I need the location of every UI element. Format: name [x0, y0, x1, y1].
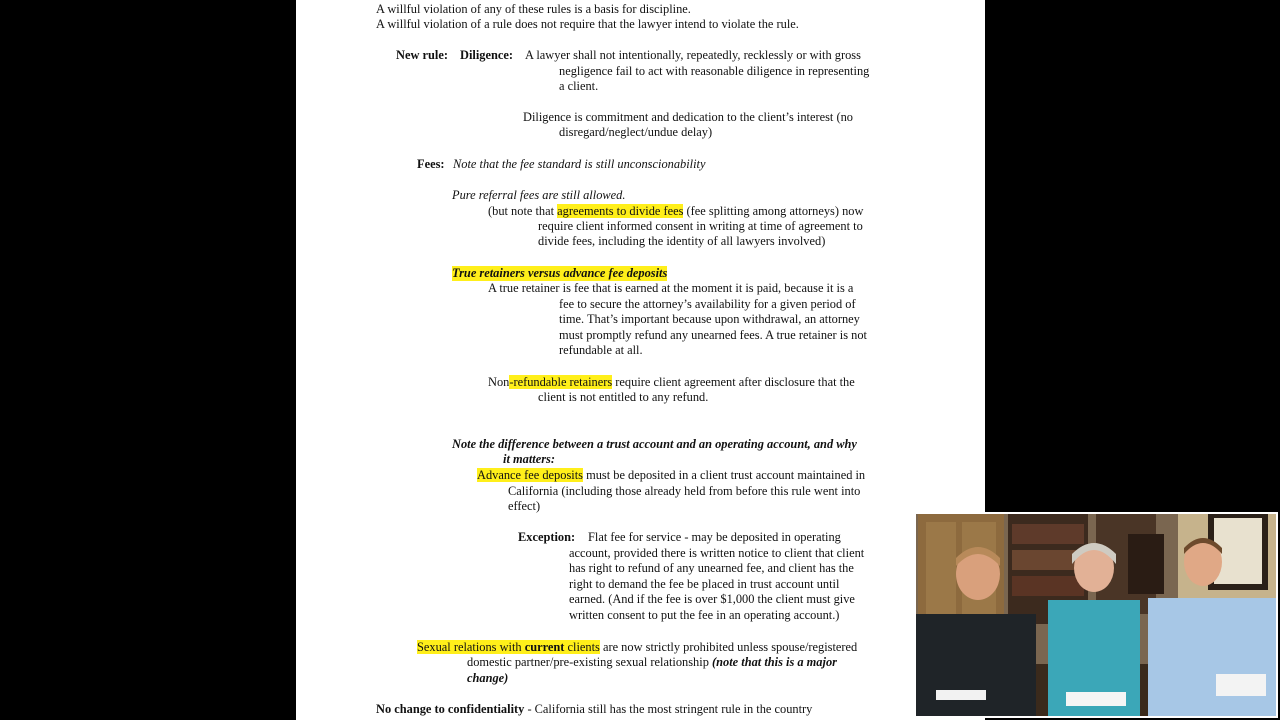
diligence-label: Diligence:: [460, 48, 513, 62]
document-page: [296, 0, 985, 720]
text-line: Note the difference between a trust account and an operating account, and why: [452, 437, 857, 451]
text-line: refundable at all.: [559, 343, 643, 357]
text-line: Non-refundable retainers require client agreement after disclosure that the: [488, 375, 855, 389]
text-line: written consent to put the fee in an operating account.): [569, 608, 840, 622]
text-line: domestic partner/pre-existing sexual relationship (note that this is a major: [467, 655, 837, 669]
webcam-scene: [916, 514, 1276, 716]
text-line: Advance fee deposits must be deposited in a client trust account maintained in: [477, 468, 866, 482]
webcam-inset: [914, 512, 1278, 718]
person-right-shirt: [1148, 598, 1276, 716]
text-line: A lawyer shall not intentionally, repeatedly, recklessly or with gross: [525, 48, 861, 62]
text-line: account, provided there is written notice to client that client: [569, 546, 865, 560]
person-left-suit: [916, 614, 1036, 716]
text-line: A true retainer is fee that is earned at the moment it is paid, because it is a: [488, 281, 854, 295]
highlight: -refundable retainers: [509, 375, 613, 389]
fees-label: Fees:: [417, 157, 445, 171]
text-line: effect): [508, 499, 541, 513]
text-line: (but note that agreements to divide fees (fee splitting among attorneys) now: [488, 204, 864, 218]
text-line: fee to secure the attorney’s availability for a given period of: [559, 297, 856, 311]
text-line: California (including those already held from before this rule went into: [508, 484, 861, 498]
text-line: A willful violation of a rule does not require that the lawyer intend to violate the rule.: [376, 17, 799, 31]
text-line: earned. (And if the fee is over $1,000 the client must give: [569, 592, 855, 606]
text-line: Sexual relations with current clients are now strictly prohibited unless spouse/registered: [417, 640, 858, 654]
text-line: has right to refund of any unearned fee, and client has the: [569, 561, 854, 575]
text-line: require client informed consent in writing at time of agreement to: [538, 219, 863, 233]
text-line: time. That’s important because upon withdrawal, an attorney: [559, 312, 860, 326]
text-line: right to demand the fee be placed in trust account until: [569, 577, 840, 591]
section-heading: True retainers versus advance fee deposits: [452, 266, 668, 280]
highlight: agreements to divide fees: [557, 204, 684, 218]
exception-label: Exception:: [518, 530, 576, 544]
text-line: must promptly refund any unearned fees. A true retainer is not: [559, 328, 867, 342]
paper: [1066, 692, 1126, 706]
text-line: change): [467, 671, 509, 685]
text-line: it matters:: [503, 452, 555, 466]
text-line: Diligence is commitment and dedication to the client’s interest (no: [523, 110, 853, 124]
text-line: client is not entitled to any refund.: [538, 390, 709, 404]
highlight: Sexual relations with current clients: [417, 640, 600, 654]
paper: [936, 690, 986, 700]
text-line: a client.: [559, 79, 599, 93]
text-line: Pure referral fees are still allowed.: [452, 188, 626, 202]
highlight: Advance fee deposits: [477, 468, 583, 482]
text-line: No change to confidentiality - California still has the most stringent rule in the country: [376, 702, 813, 716]
text-line: A willful violation of any of these rules is a basis for discipline.: [376, 2, 691, 16]
text-line: disregard/neglect/undue delay): [559, 125, 713, 139]
new-rule-label: New rule:: [396, 48, 448, 62]
text-line: divide fees, including the identity of all lawyers involved): [538, 234, 826, 248]
text-line: negligence fail to act with reasonable diligence in representing: [559, 64, 870, 78]
text-line: Note that the fee standard is still unconscionability: [453, 157, 706, 171]
text-line: Flat fee for service - may be deposited in operating: [588, 530, 841, 544]
paper: [1216, 674, 1266, 696]
chair-back: [1128, 534, 1164, 594]
